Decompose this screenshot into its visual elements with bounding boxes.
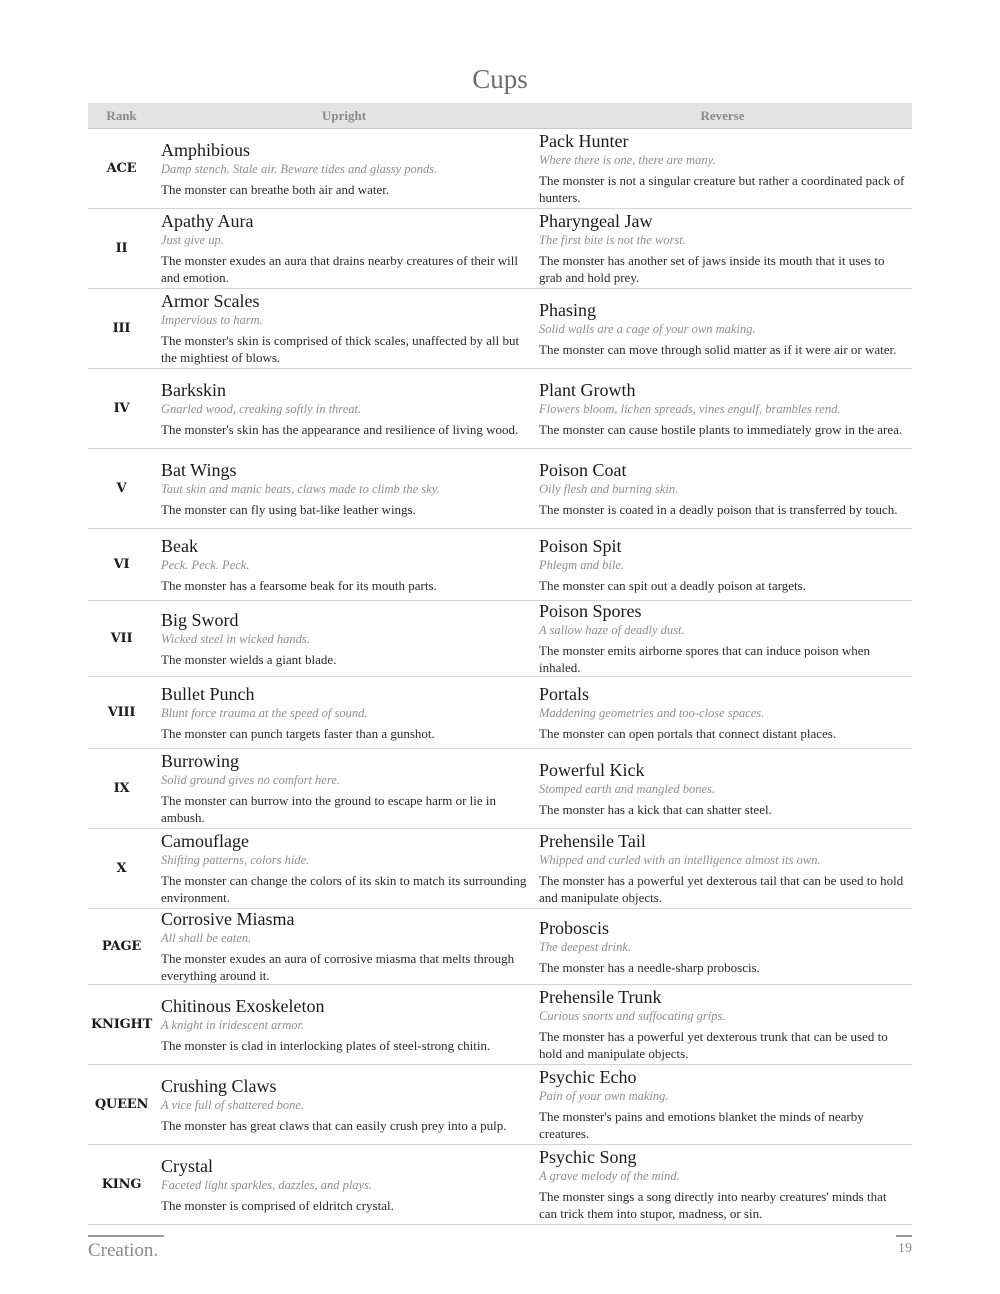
header-rank: Rank — [88, 103, 155, 129]
reverse-ability-description: The monster emits airborne spores that can induce poison when inhaled. — [539, 643, 871, 675]
table-row — [88, 449, 912, 529]
header-upright: Upright — [155, 103, 533, 129]
reverse-ability-flavor: Oily flesh and burning skin. — [539, 481, 679, 496]
upright-cell — [155, 601, 533, 677]
upright-ability-name: Crushing Claws — [161, 1075, 277, 1096]
table-row — [88, 985, 912, 1065]
reverse-ability-flavor: The first bite is not the worst. — [539, 233, 686, 247]
rank-cell: V — [88, 449, 155, 529]
upright-cell — [155, 529, 533, 601]
upright-ability-name: Bullet Punch — [161, 683, 255, 704]
upright-ability-name: Camouflage — [161, 831, 249, 851]
upright-ability-description: The monster exudes an aura that drains nearby creatures of their will and emotion. — [161, 253, 518, 285]
upright-ability-name: Armor Scales — [161, 291, 260, 311]
table-row — [88, 209, 912, 289]
upright-cell — [155, 449, 533, 529]
rank-cell: IV — [88, 369, 155, 449]
reverse-ability-name: Phasing — [539, 299, 597, 320]
reverse-cell — [533, 677, 912, 749]
upright-cell — [155, 829, 533, 909]
table-row — [88, 289, 912, 369]
upright-cell — [155, 289, 533, 369]
reverse-ability-flavor: Where there is one, there are many. — [539, 153, 716, 167]
upright-ability-description: The monster can fly using bat-like leather wings. — [161, 501, 416, 517]
reverse-ability-description: The monster has a needle-sharp proboscis. — [539, 959, 760, 975]
reverse-cell — [533, 909, 912, 985]
rank-cell: PAGE — [88, 909, 155, 985]
upright-ability-flavor: Impervious to harm. — [161, 313, 263, 327]
reverse-ability-description: The monster sings a song directly into nearby creatures' minds that can trick them into stupor, madness, or sin. — [539, 1189, 887, 1221]
upright-cell — [155, 369, 533, 449]
reverse-ability-name: Poison Spit — [539, 535, 622, 556]
rank-cell: KNIGHT — [88, 985, 155, 1065]
reverse-ability-flavor: Maddening geometries and too-close spaces. — [539, 705, 765, 720]
reverse-ability-description: The monster is coated in a deadly poison that is transferred by touch. — [539, 501, 898, 517]
upright-ability-flavor: Just give up. — [161, 233, 224, 247]
reverse-cell — [533, 129, 912, 209]
upright-ability-flavor: Wicked steel in wicked hands. — [161, 631, 310, 646]
footer-rule-left — [88, 1235, 164, 1237]
upright-ability-flavor: Solid ground gives no comfort here. — [161, 773, 340, 787]
upright-ability-name: Chitinous Exoskeleton — [161, 995, 325, 1016]
reverse-ability-flavor: Phlegm and bile. — [539, 557, 625, 572]
upright-ability-description: The monster has great claws that can easily crush prey into a pulp. — [161, 1117, 507, 1133]
rank-cell: KING — [88, 1145, 155, 1225]
reverse-ability-name: Proboscis — [539, 917, 610, 938]
page-title: Cups — [472, 64, 528, 94]
reverse-ability-description: The monster has a kick that can shatter steel. — [539, 801, 772, 817]
upright-ability-description: The monster can punch targets faster than a gunshot. — [161, 725, 435, 741]
upright-ability-flavor: All shall be eaten. — [161, 931, 252, 945]
upright-cell — [155, 677, 533, 749]
reverse-ability-name: Poison Coat — [539, 459, 627, 480]
upright-ability-description: The monster can breathe both air and water. — [161, 181, 390, 197]
table-body — [88, 129, 912, 1225]
upright-ability-flavor: A knight in iridescent armor. — [161, 1017, 305, 1032]
upright-cell — [155, 129, 533, 209]
reverse-ability-description: The monster can cause hostile plants to immediately grow in the area. — [539, 421, 903, 437]
reverse-ability-name: Poison Spores — [539, 601, 642, 621]
upright-ability-description: The monster's skin has the appearance and resilience of living wood. — [161, 421, 519, 437]
reverse-cell — [533, 601, 912, 677]
rank-cell: III — [88, 289, 155, 369]
reverse-cell — [533, 829, 912, 909]
table-row — [88, 129, 912, 209]
reverse-ability-description: The monster's pains and emotions blanket the minds of nearby creatures. — [539, 1109, 864, 1141]
reverse-ability-name: Psychic Song — [539, 1147, 637, 1167]
reverse-cell — [533, 529, 912, 601]
table-row — [88, 601, 912, 677]
reverse-ability-name: Prehensile Trunk — [539, 987, 662, 1007]
reverse-ability-description: The monster has another set of jaws inside its mouth that it uses to grab and hold prey. — [539, 253, 885, 285]
upright-ability-name: Apathy Aura — [161, 211, 254, 231]
reverse-ability-description: The monster has a powerful yet dexterous trunk that can be used to hold and manipulate objects. — [539, 1029, 888, 1061]
reverse-ability-flavor: Solid walls are a cage of your own making. — [539, 321, 756, 336]
reverse-cell — [533, 1065, 912, 1145]
upright-ability-description: The monster has a fearsome beak for its mouth parts. — [161, 577, 437, 593]
upright-ability-description: The monster can burrow into the ground to escape harm or lie in ambush. — [161, 793, 497, 825]
reverse-ability-name: Psychic Echo — [539, 1067, 637, 1087]
upright-ability-description: The monster is comprised of eldritch crystal. — [161, 1197, 394, 1213]
upright-ability-flavor: Damp stench. Stale air. Beware tides and glassy ponds. — [161, 161, 438, 176]
header-reverse: Reverse — [533, 103, 912, 129]
footer-section-title: Creation. — [88, 1240, 159, 1261]
upright-ability-flavor: Faceted light sparkles, dazzles, and plays. — [161, 1177, 373, 1192]
reverse-ability-flavor: A grave melody of the mind. — [539, 1169, 680, 1183]
table-header-row — [88, 103, 912, 129]
reverse-ability-description: The monster has a powerful yet dexterous tail that can be used to hold and manipulate objects. — [539, 873, 904, 905]
reverse-ability-flavor: Pain of your own making. — [539, 1089, 669, 1103]
rank-cell: ACE — [88, 129, 155, 209]
table-row — [88, 369, 912, 449]
table-row — [88, 529, 912, 601]
upright-ability-name: Corrosive Miasma — [161, 909, 295, 929]
upright-ability-name: Burrowing — [161, 751, 239, 771]
reverse-ability-flavor: Whipped and curled with an intelligence almost its own. — [539, 853, 821, 867]
upright-cell — [155, 909, 533, 985]
reverse-cell — [533, 749, 912, 829]
cups-table — [88, 103, 912, 1225]
reverse-cell — [533, 985, 912, 1065]
reverse-ability-description: The monster can open portals that connect distant places. — [539, 725, 837, 741]
table-row — [88, 909, 912, 985]
upright-ability-name: Amphibious — [161, 139, 251, 160]
upright-ability-name: Big Sword — [161, 609, 239, 630]
reverse-cell — [533, 209, 912, 289]
upright-cell — [155, 1065, 533, 1145]
reverse-cell — [533, 289, 912, 369]
footer-rule-right — [896, 1235, 912, 1237]
upright-cell — [155, 985, 533, 1065]
reverse-ability-name: Pack Hunter — [539, 131, 629, 151]
reverse-ability-flavor: A sallow haze of deadly dust. — [539, 623, 685, 637]
upright-ability-name: Barkskin — [161, 379, 226, 400]
upright-ability-description: The monster is clad in interlocking plates of steel-strong chitin. — [161, 1037, 491, 1053]
page-number: 19 — [898, 1241, 912, 1256]
table-row — [88, 677, 912, 749]
upright-ability-description: The monster exudes an aura of corrosive miasma that melts through everything around it. — [161, 951, 515, 983]
reverse-ability-name: Pharyngeal Jaw — [539, 211, 653, 231]
reverse-cell — [533, 1145, 912, 1225]
rank-cell: X — [88, 829, 155, 909]
table-row — [88, 1065, 912, 1145]
upright-ability-flavor: A vice full of shattered bone. — [161, 1097, 305, 1112]
reverse-ability-name: Plant Growth — [539, 379, 636, 400]
upright-ability-flavor: Shifting patterns, colors hide. — [161, 853, 310, 867]
rank-cell: IX — [88, 749, 155, 829]
upright-ability-description: The monster's skin is comprised of thick scales, unaffected by all but the mightiest of blows. — [161, 333, 520, 365]
reverse-cell — [533, 369, 912, 449]
upright-ability-name: Crystal — [161, 1155, 213, 1176]
upright-ability-name: Beak — [161, 535, 198, 556]
reverse-ability-description: The monster can spit out a deadly poison at targets. — [539, 577, 806, 593]
upright-ability-description: The monster wields a giant blade. — [161, 651, 337, 667]
reverse-ability-description: The monster is not a singular creature but rather a coordinated pack of hunters. — [539, 173, 905, 205]
upright-ability-description: The monster can change the colors of its skin to match its surrounding environment. — [161, 873, 527, 905]
reverse-ability-flavor: Stomped earth and mangled bones. — [539, 781, 716, 796]
reverse-ability-flavor: The deepest drink. — [539, 939, 631, 954]
reverse-ability-name: Portals — [539, 683, 590, 704]
upright-ability-flavor: Taut skin and manic beats, claws made to climb the sky. — [161, 481, 440, 496]
table-row — [88, 749, 912, 829]
upright-ability-flavor: Gnarled wood, creaking softly in threat. — [161, 401, 362, 416]
reverse-ability-flavor: Curious snorts and suffocating grips. — [539, 1009, 726, 1023]
table-row — [88, 829, 912, 909]
table-row — [88, 1145, 912, 1225]
rank-cell: II — [88, 209, 155, 289]
rank-cell: QUEEN — [88, 1065, 155, 1145]
upright-ability-flavor: Peck. Peck. Peck. — [161, 557, 250, 572]
reverse-ability-name: Powerful Kick — [539, 759, 645, 780]
upright-cell — [155, 209, 533, 289]
reverse-ability-flavor: Flowers bloom, lichen spreads, vines engulf, brambles rend. — [539, 401, 841, 416]
reverse-ability-name: Prehensile Tail — [539, 831, 646, 851]
rank-cell: VI — [88, 529, 155, 601]
rank-cell: VII — [88, 601, 155, 677]
upright-ability-flavor: Blunt force trauma at the speed of sound. — [161, 705, 368, 720]
reverse-cell — [533, 449, 912, 529]
upright-cell — [155, 1145, 533, 1225]
upright-ability-name: Bat Wings — [161, 459, 237, 480]
upright-cell — [155, 749, 533, 829]
reverse-ability-description: The monster can move through solid matter as if it were air or water. — [539, 341, 897, 357]
rank-cell: VIII — [88, 677, 155, 749]
